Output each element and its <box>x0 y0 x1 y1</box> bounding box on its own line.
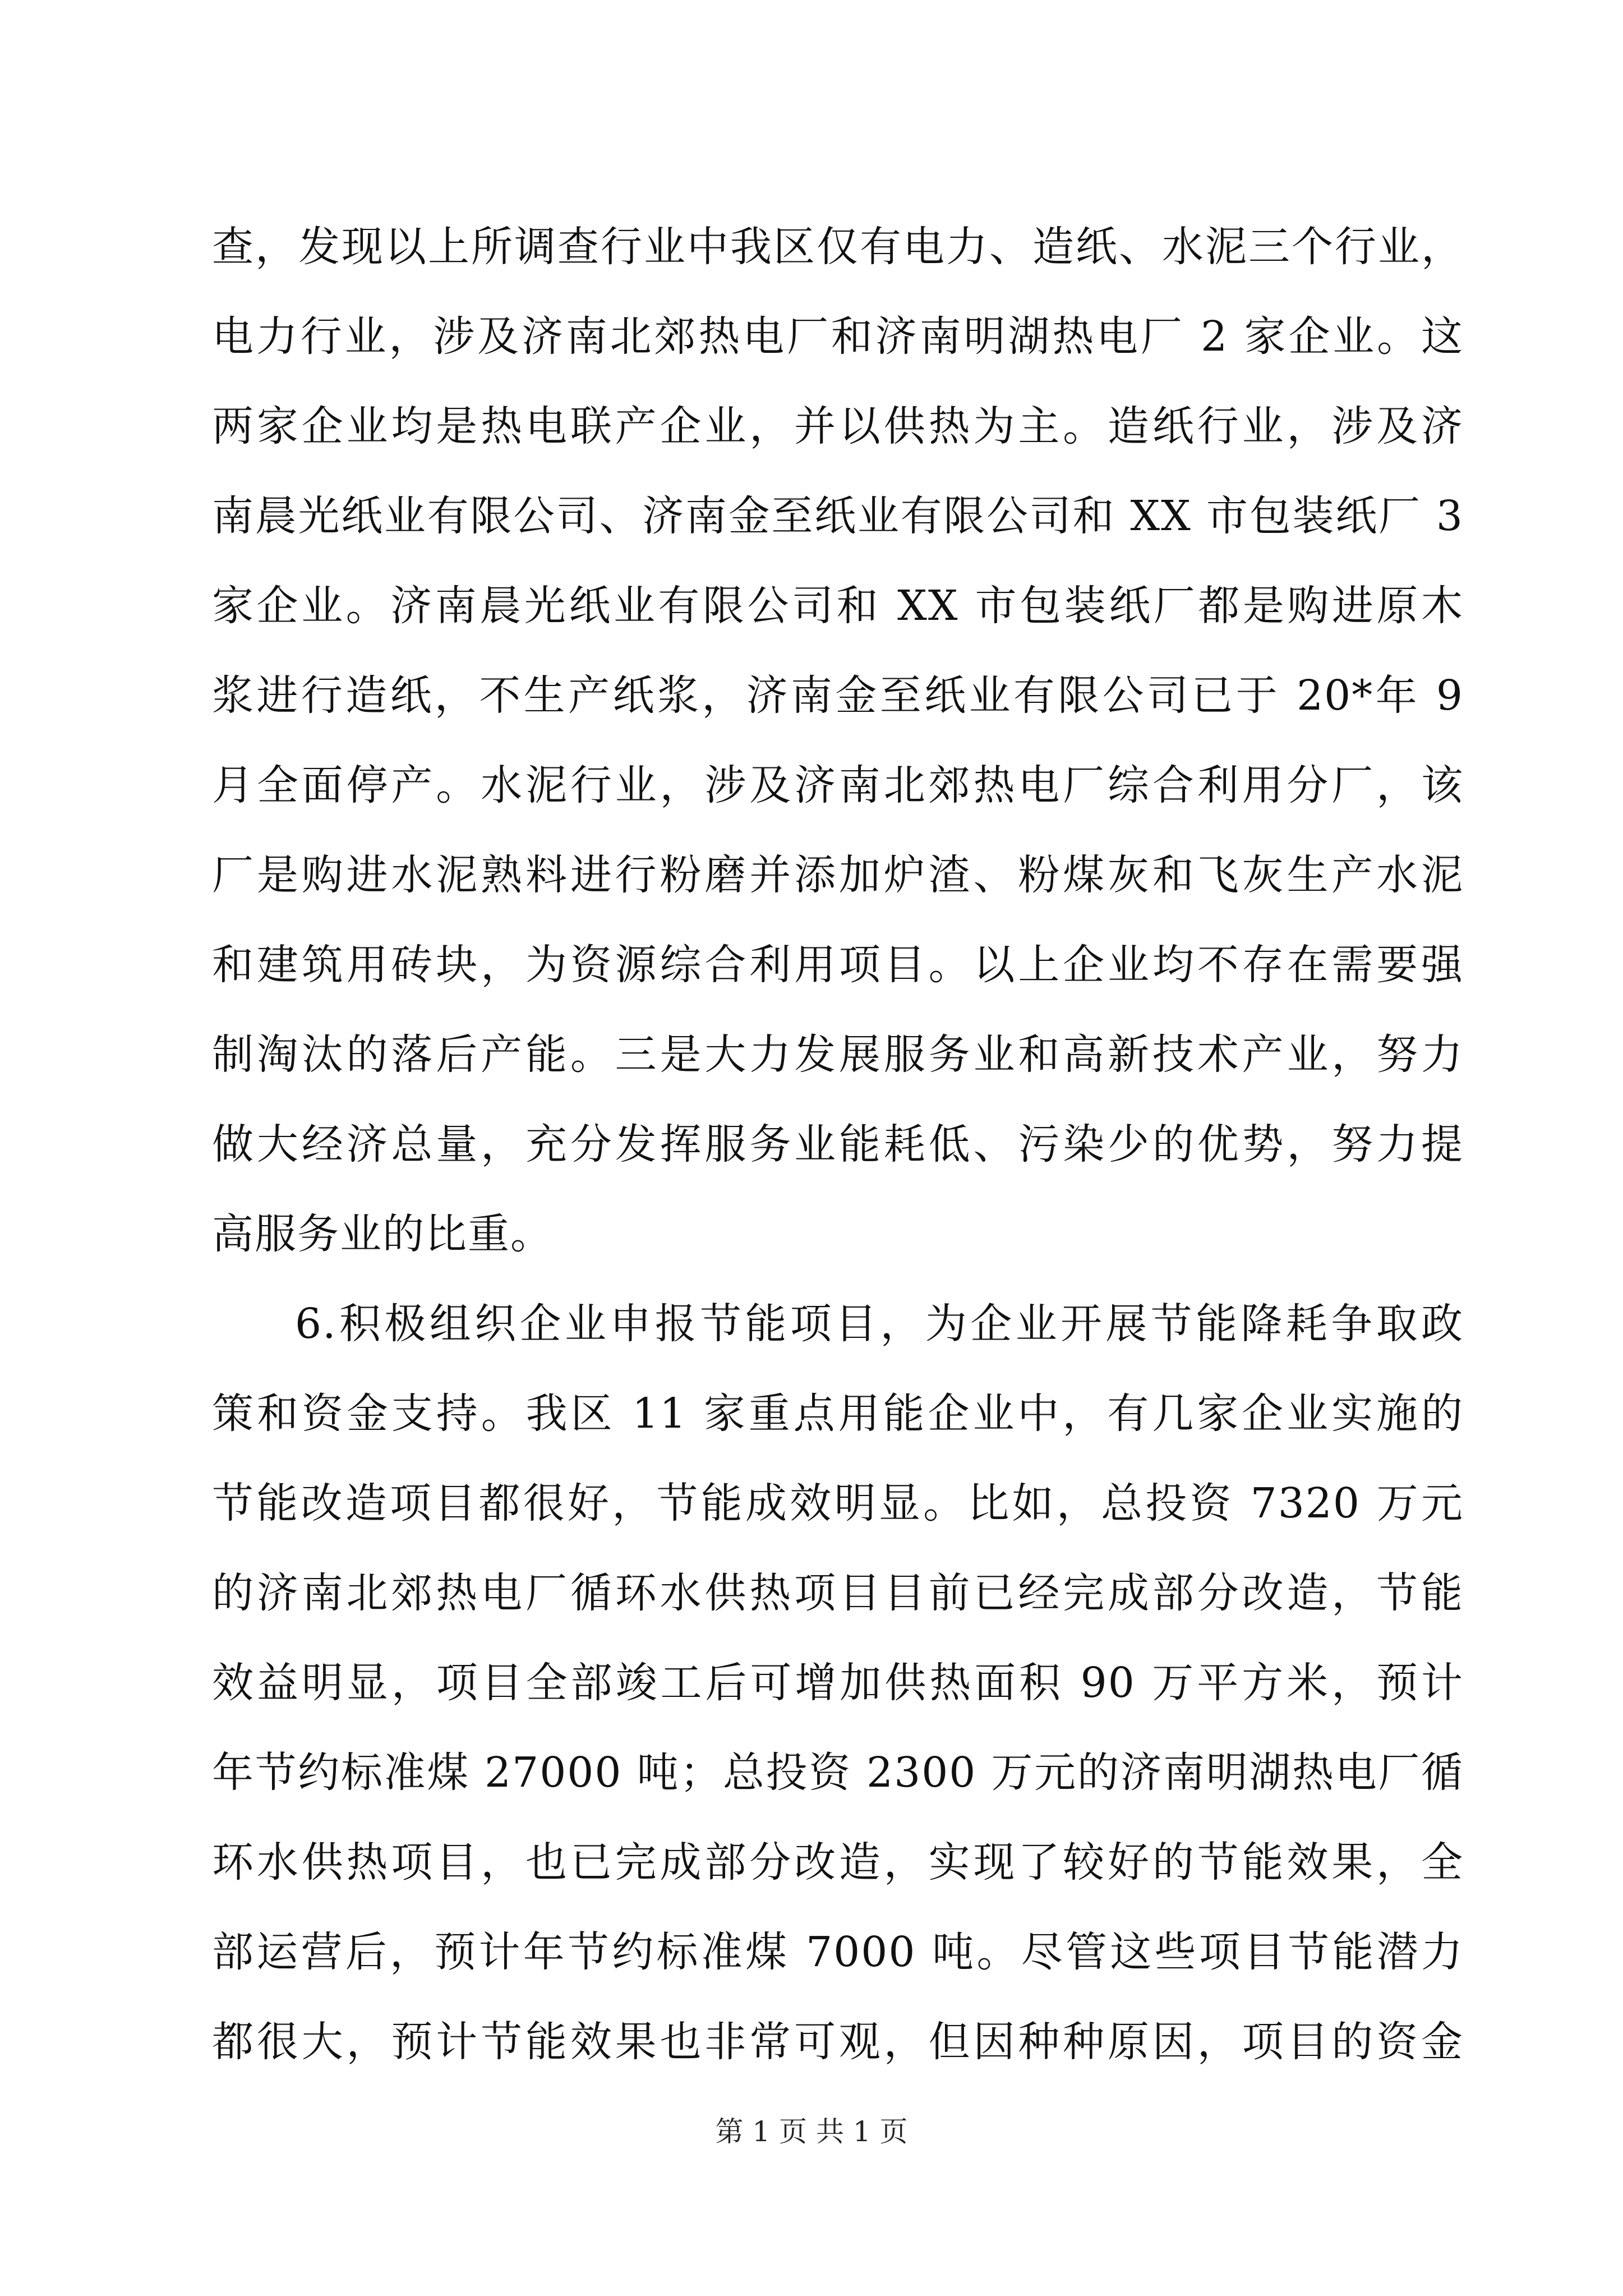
text-line: 制淘汰的落后产能。三是大力发展服务业和高新技术产业，努力 <box>212 1030 1464 1079</box>
text-line: 部运营后，预计年节约标准煤 7000 吨。尽管这些项目节能潜力 <box>212 1928 1464 1976</box>
text-line: 电力行业，涉及济南北郊热电厂和济南明湖热电厂 2 家企业。这 <box>212 312 1464 361</box>
text-line: 两家企业均是热电联产企业，并以供热为主。造纸行业，涉及济 <box>212 402 1464 450</box>
text-line: 和建筑用砖块，为资源综合利用项目。以上企业均不存在需要强 <box>212 941 1464 989</box>
text-line: 节能改造项目都很好，节能成效明显。比如，总投资 7320 万元 <box>212 1479 1464 1527</box>
text-line: 高服务业的比重。 <box>212 1210 553 1258</box>
text-line: 效益明显，项目全部竣工后可增加供热面积 90 万平方米，预计 <box>212 1659 1464 1707</box>
text-line: 环水供热项目，也已完成部分改造，实现了较好的节能效果，全 <box>212 1838 1464 1887</box>
text-line: 策和资金支持。我区 11 家重点用能企业中，有几家企业实施的 <box>212 1389 1464 1438</box>
text-line: 家企业。济南晨光纸业有限公司和 XX 市包装纸厂都是购进原木 <box>212 582 1464 630</box>
text-line: 月全面停产。水泥行业，涉及济南北郊热电厂综合利用分厂，该 <box>212 761 1464 809</box>
text-line: 年节约标准煤 27000 吨；总投资 2300 万元的济南明湖热电厂循 <box>212 1749 1464 1797</box>
text-line: 做大经济总量，充分发挥服务业能耗低、污染少的优势，努力提 <box>212 1120 1464 1168</box>
text-line: 浆进行造纸，不生产纸浆，济南金至纸业有限公司已于 20*年 9 <box>212 671 1464 720</box>
text-line: 6.积极组织企业申报节能项目，为企业开展节能降耗争取政 <box>295 1300 1464 1348</box>
text-line: 查，发现以上所调查行业中我区仅有电力、造纸、水泥三个行业， <box>212 223 1464 271</box>
text-line: 厂是购进水泥熟料进行粉磨并添加炉渣、粉煤灰和飞灰生产水泥 <box>212 851 1464 899</box>
text-line: 都很大，预计节能效果也非常可观，但因种种原因，项目的资金 <box>212 2018 1464 2066</box>
page-number-footer: 第 1 页 共 1 页 <box>715 2115 908 2148</box>
text-line: 南晨光纸业有限公司、济南金至纸业有限公司和 XX 市包装纸厂 3 <box>212 492 1464 540</box>
text-line: 的济南北郊热电厂循环水供热项目目前已经完成部分改造，节能 <box>212 1569 1464 1617</box>
